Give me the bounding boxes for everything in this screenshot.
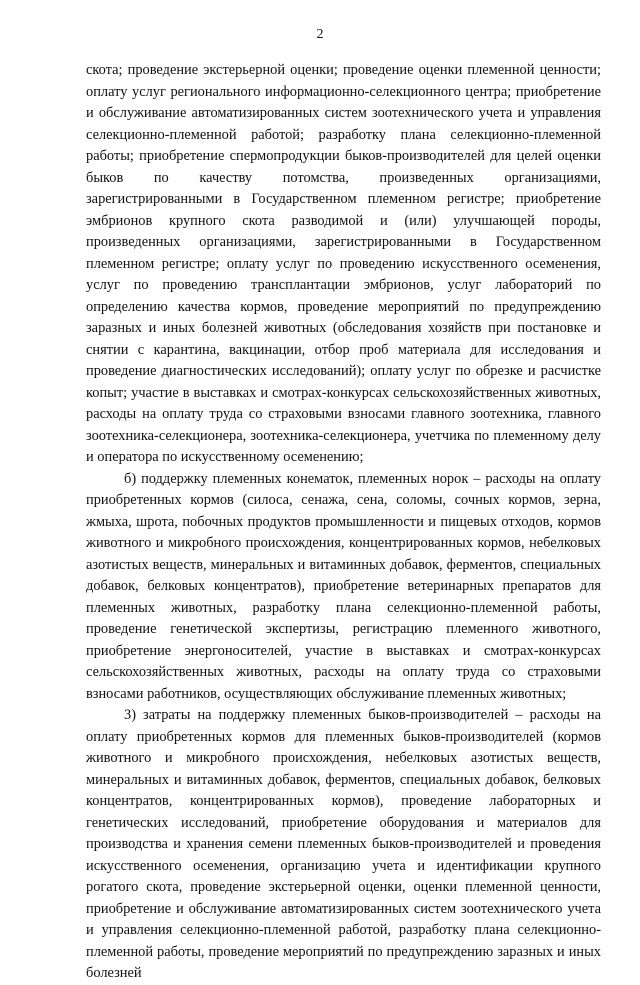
document-body: [86, 60, 601, 985]
paragraph-3-breeding-bulls: 3) затраты на поддержку племенных быков-производителей – расходы на оплату приобретенных кормов для племенных быков-производителей (кормов животного и микробного происхождения, небелковых азотистых веществ, минеральных и витаминных добавок, ферментов, специальных добавок, белковых концентратов, концентрированных кормов), проведение лабораторных и генетических исследований, приобретение оборудования и материалов для производства и хранения семени племенных быков-производителей и проведения искусственного осеменения, организацию учета и идентификации крупного рогатого скота, проведение экстерьерной оценки, оценки племенной ценности, приобретение и обслуживание автоматизированных систем зоотехнического учета и управления селекционно-племенной работой, разработку плана селекционно-племенной работы, проведение мероприятий по предупреждению заразных и иных болезней: [86, 707, 601, 981]
page-number: 2: [316, 27, 324, 42]
paragraph-b-breeding-mares-minks: б) поддержку племенных конематок, племенных норок – расходы на оплату приобретенных кормов (силоса, сенажа, сена, соломы, сочных кормов, зерна, жмыха, шрота, побочных продуктов промышленности и пищевых отходов, кормов животного и микробного происхождения, концентрированных кормов, небелковых азотистых веществ, минеральных и витаминных добавок, ферментов, специальных добавок, белковых концентратов), приобретение ветеринарных препаратов для племенных животных, разработку плана селекционно-племенной работы, проведение генетической экспертизы, регистрацию племенного животного, приобретение энергоносителей, участие в выставках и смотрах-конкурсах сельскохозяйственных животных, расходы на оплату труда со страховыми взносами работников, осуществляющих обслуживание племенных животных;: [86, 470, 601, 702]
paragraph-continuation: скота; проведение экстерьерной оценки; проведение оценки племенной ценности; оплату услуг регионального информационно-селекционного центра; приобретение и обслуживание автоматизированных систем зоотехнического учета и управления селекционно-племенной работой; разработку плана селекционно-племенной работы; приобретение спермопродукции быков-производителей для целей оценки быков по качеству потомства, произведенных организациями, зарегистрированными в Государственном племенном регистре; приобретение эмбрионов крупного скота разводимой и (или) улучшающей породы, произведенных организациями, зарегистрированными в Государственном племенном регистре; оплату услуг по проведению искусственного осеменения, услуг по проведению трансплантации эмбрионов, услуг лабораторий по определению качества кормов, проведение мероприятий по предупреждению заразных и иных болезней животных (обследования хозяйств при постановке и снятии с карантина, вакцинации, отбор проб материала для исследования и проведение диагностических исследований); оплату услуг по обрезке и расчистке копыт; участие в выставках и смотрах-конкурсах сельскохозяйственных животных, расходы на оплату труда со страховыми взносами главного зоотехника, главного зоотехника-селекционера, зоотехника-селекционера, учетчика по племенному делу и оператора по искусственному осеменению;: [86, 62, 601, 465]
